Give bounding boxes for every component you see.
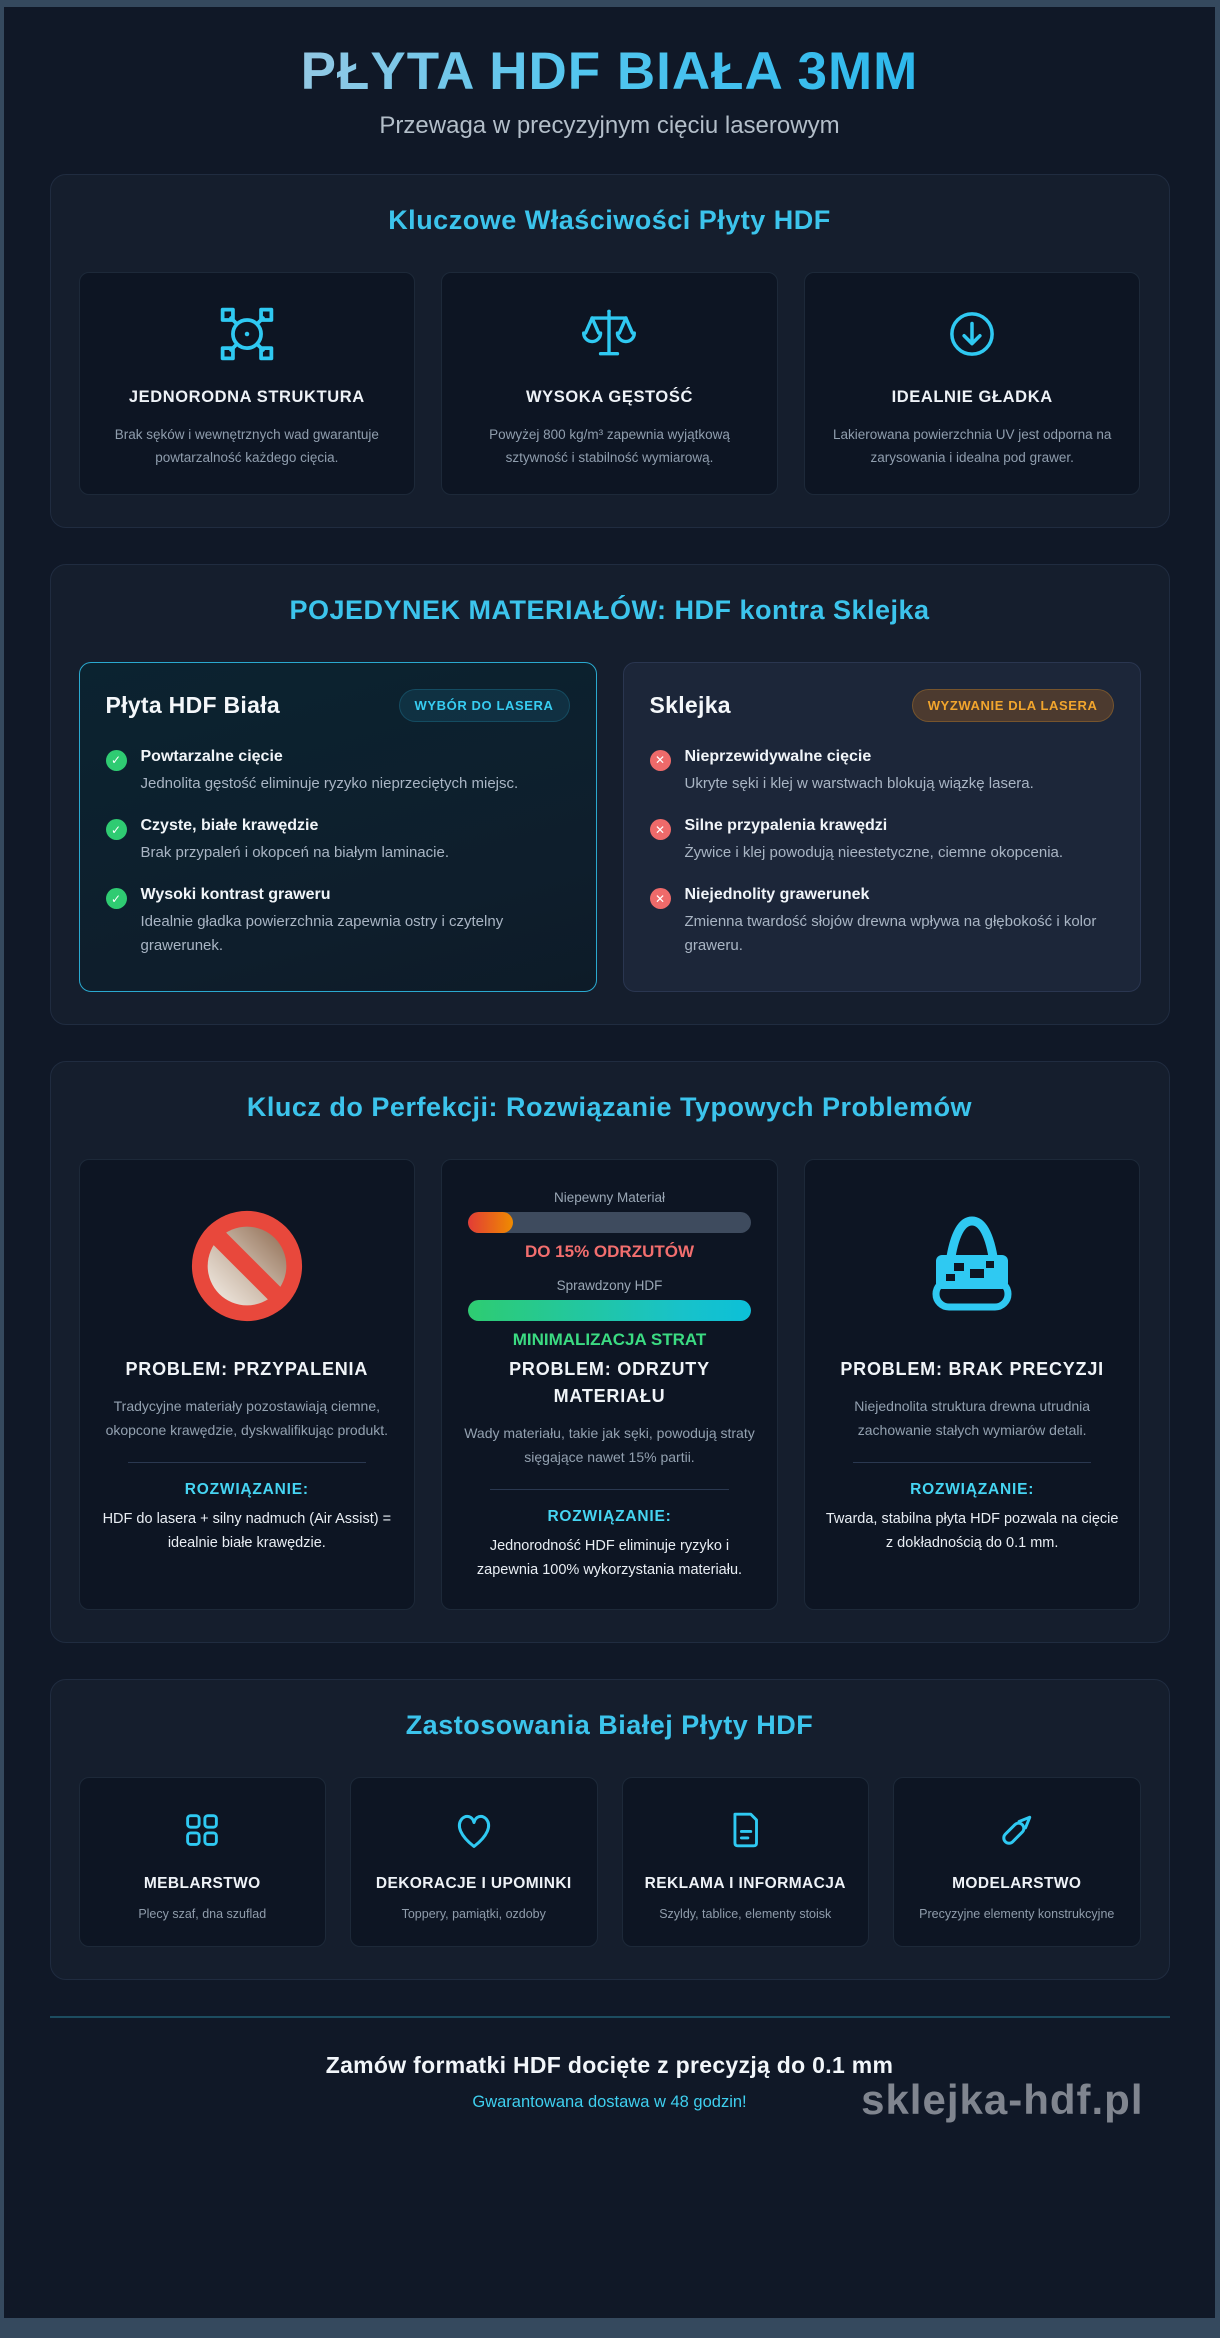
section-heading: POJEDYNEK MATERIAŁÓW: HDF kontra Sklejka (289, 594, 930, 625)
problem-text: Niejednolita struktura drewna utrudnia zachowanie stałych wymiarów detali. (854, 1397, 1091, 1438)
hdf-badge: WYBÓR DO LASERA (399, 689, 570, 722)
bar-caption-bad: DO 15% ODRZUTÓW (524, 1241, 695, 1261)
document-icon (637, 1804, 855, 1856)
problem-card-waste (441, 1159, 778, 1610)
item-text: Żywice i klej powodują nieestetyczne, ciemne okopcenia. (684, 844, 1064, 862)
item-title: Niejednolity grawerunek (684, 886, 870, 904)
footer (50, 2016, 1170, 2124)
hdf-card (79, 662, 597, 992)
site-watermark: sklejka-hdf.pl (861, 2076, 1144, 2124)
application-title: MEBLARSTWO (143, 1875, 261, 1893)
infographic-page (4, 7, 1215, 2318)
plywood-card (623, 662, 1141, 992)
property-text: Brak sęków i wewnętrznych wad gwarantuje powtarzalność każdego cięcia. (114, 426, 379, 466)
header (50, 7, 1170, 140)
list-item (650, 886, 1114, 957)
list-item (650, 817, 1114, 864)
list-item (106, 748, 570, 795)
solution-label: ROZWIĄZANIE: (910, 1481, 1035, 1499)
item-title: Powtarzalne cięcie (140, 747, 283, 765)
application-title: DEKORACJE I UPOMINKI (375, 1875, 572, 1893)
application-title: MODELARSTWO (952, 1875, 1082, 1893)
bar-fill-bad (468, 1212, 513, 1233)
item-title: Wysoki kontrast graweru (140, 886, 331, 904)
footer-headline: Zamów formatki HDF docięte z precyzją do 0.1 mm (325, 2052, 894, 2079)
page-subtitle: Przewaga w precyzyjnym cięciu laserowym (379, 112, 840, 139)
footer-subline: Gwarantowana dostawa w 48 godzin! (472, 2093, 747, 2112)
property-card-density (441, 272, 778, 495)
plywood-badge: WYZWANIE DLA LASERA (912, 689, 1114, 722)
cross-circle-icon: ✕ (650, 750, 671, 771)
divider (490, 1489, 729, 1490)
problem-title: PROBLEM: ODRZUTY MATERIAŁU (509, 1358, 710, 1406)
grid-icon (94, 1804, 312, 1856)
solution-text: HDF do lasera + silny nadmuch (Air Assist) = idealnie białe krawędzie. (102, 1511, 392, 1552)
item-text: Ukryte sęki i klej w warstwach blokują wiązkę lasera. (684, 774, 1034, 792)
list-item (106, 886, 570, 957)
arrow-down-circle-icon (827, 303, 1118, 365)
application-text: Plecy szaf, dna szuflad (138, 1907, 267, 1922)
application-card-signage (622, 1777, 870, 1947)
problem-card-burns (79, 1159, 416, 1610)
hdf-card-title: Płyta HDF Biała (105, 691, 280, 718)
property-title: WYSOKA GĘSTOŚĆ (525, 388, 693, 406)
item-text: Idealnie gładka powierzchnia zapewnia ostry i czytelny grawerunek. (140, 913, 504, 954)
check-circle-icon: ✓ (106, 888, 127, 909)
bar-fill-good (468, 1300, 751, 1321)
divider (853, 1462, 1092, 1463)
property-card-structure (79, 272, 416, 495)
problem-text: Tradycyjne materiały pozostawiają ciemne, okopcone krawędzie, dyskwalifikując produkt. (105, 1397, 389, 1438)
item-text: Brak przypaleń i okopceń na białym laminacie. (140, 844, 449, 862)
page-title: PŁYTA HDF BIAŁA 3MM (300, 42, 919, 101)
property-card-smooth (804, 272, 1141, 495)
section-heading: Klucz do Perfekcji: Rozwiązanie Typowych Problemów (246, 1091, 973, 1122)
solution-text: Jednorodność HDF eliminuje ryzyko i zapewnia 100% wykorzystania materiału. (476, 1538, 743, 1579)
cross-circle-icon: ✕ (650, 888, 671, 909)
problem-title: PROBLEM: PRZYPALENIA (125, 1358, 369, 1379)
list-item (106, 817, 570, 864)
item-text: Jednolita gęstość eliminuje ryzyko nieprzeciętych miejsc. (140, 774, 519, 792)
scales-icon (464, 303, 755, 365)
bar-label-good: Sprawdzony HDF (556, 1277, 663, 1293)
list-item (650, 748, 1114, 795)
no-entry-icon (100, 1186, 395, 1346)
application-card-decor (350, 1777, 598, 1947)
item-title: Silne przypalenia krawędzi (684, 817, 888, 835)
section-key-properties (50, 174, 1170, 528)
application-text: Szyldy, tablice, elementy stoisk (659, 1907, 832, 1922)
check-circle-icon: ✓ (106, 750, 127, 771)
item-title: Czyste, białe krawędzie (140, 817, 319, 835)
section-applications (50, 1679, 1170, 1980)
vector-nodes-icon (102, 303, 393, 365)
property-title: JEDNORODNA STRUKTURA (128, 388, 365, 406)
check-circle-icon: ✓ (106, 819, 127, 840)
property-text: Lakierowana powierzchnia UV jest odporna na zarysowania i idealna pod grawer. (832, 426, 1112, 466)
solution-label: ROZWIĄZANIE: (184, 1481, 309, 1499)
application-card-models (893, 1777, 1141, 1947)
cross-circle-icon: ✕ (650, 819, 671, 840)
application-card-furniture (79, 1777, 327, 1947)
waste-bars-chart (462, 1186, 757, 1356)
bar-track-good (468, 1300, 751, 1321)
application-title: REKLAMA I INFORMACJA (644, 1875, 846, 1893)
solution-label: ROZWIĄZANIE: (547, 1508, 672, 1526)
problem-title: PROBLEM: BRAK PRECYZJI (840, 1358, 1104, 1379)
knife-icon (908, 1804, 1126, 1856)
application-text: Precyzyjne elementy konstrukcyjne (919, 1907, 1115, 1922)
heart-icon (365, 1804, 583, 1856)
bar-caption-good: MINIMALIZACJA STRAT (512, 1329, 707, 1349)
problem-text: Wady materiału, takie jak sęki, powodują straty sięgające nawet 15% partii. (464, 1424, 755, 1465)
solution-text: Twarda, stabilna płyta HDF pozwala na cięcie z dokładnością do 0.1 mm. (825, 1511, 1119, 1552)
section-material-duel (50, 564, 1170, 1025)
bag-icon (825, 1186, 1120, 1346)
divider (128, 1462, 367, 1463)
section-heading: Zastosowania Białej Płyty HDF (405, 1710, 814, 1741)
plywood-card-title: Sklejka (649, 691, 731, 718)
application-text: Toppery, pamiątki, ozdoby (401, 1907, 546, 1922)
item-title: Nieprzewidywalne cięcie (684, 747, 872, 765)
problem-card-precision (804, 1159, 1141, 1610)
item-text: Zmienna twardość słojów drewna wpływa na głębokość i kolor graweru. (684, 913, 1097, 954)
bar-track-bad (468, 1212, 751, 1233)
section-heading: Kluczowe Właściwości Płyty HDF (388, 205, 831, 235)
bar-label-bad: Niepewny Materiał (553, 1189, 666, 1205)
property-text: Powyżej 800 kg/m³ zapewnia wyjątkową sztywność i stabilność wymiarową. (489, 426, 730, 466)
property-title: IDEALNIE GŁADKA (891, 388, 1053, 406)
section-problems (50, 1061, 1170, 1643)
